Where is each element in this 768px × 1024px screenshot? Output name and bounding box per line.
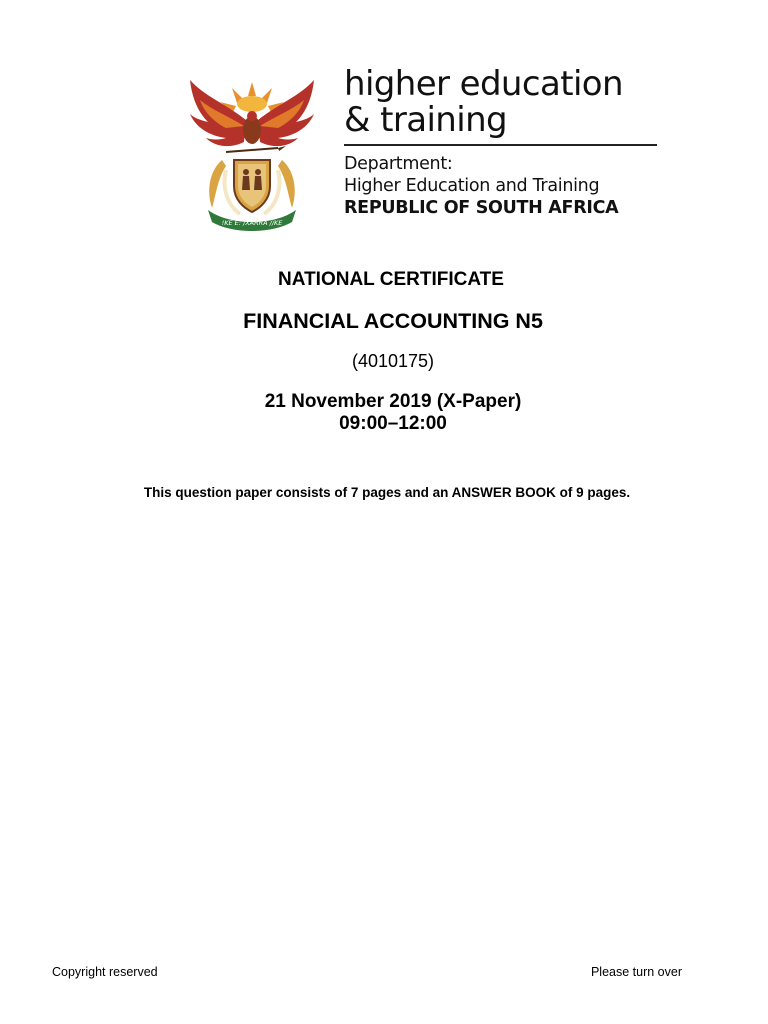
country-name: REPUBLIC OF SOUTH AFRICA	[344, 198, 619, 218]
page-count-note: This question paper consists of 7 pages and an ANSWER BOOK of 9 pages.	[143, 485, 631, 500]
brand-line-2: & training	[344, 100, 508, 140]
department-name: Higher Education and Training	[344, 176, 600, 196]
brand-divider	[344, 144, 657, 146]
exam-time: 09:00–12:00	[339, 413, 447, 434]
certificate-title: NATIONAL CERTIFICATE	[278, 269, 504, 290]
copyright-footer: Copyright reserved	[52, 965, 158, 979]
department-branding	[344, 66, 664, 219]
emblem-motto: !KE E: /XARRA //KE	[221, 219, 283, 227]
subject-code: (4010175)	[351, 351, 435, 371]
brand-line-1: higher education	[344, 64, 623, 104]
sun-rays	[220, 82, 284, 112]
exam-date: 21 November 2019 (X-Paper)	[264, 391, 522, 412]
department-label: Department:	[344, 154, 453, 174]
coat-of-arms-icon	[186, 74, 318, 232]
subject-title: FINANCIAL ACCOUNTING N5	[243, 309, 543, 333]
turn-over-footer: Please turn over	[590, 965, 682, 979]
